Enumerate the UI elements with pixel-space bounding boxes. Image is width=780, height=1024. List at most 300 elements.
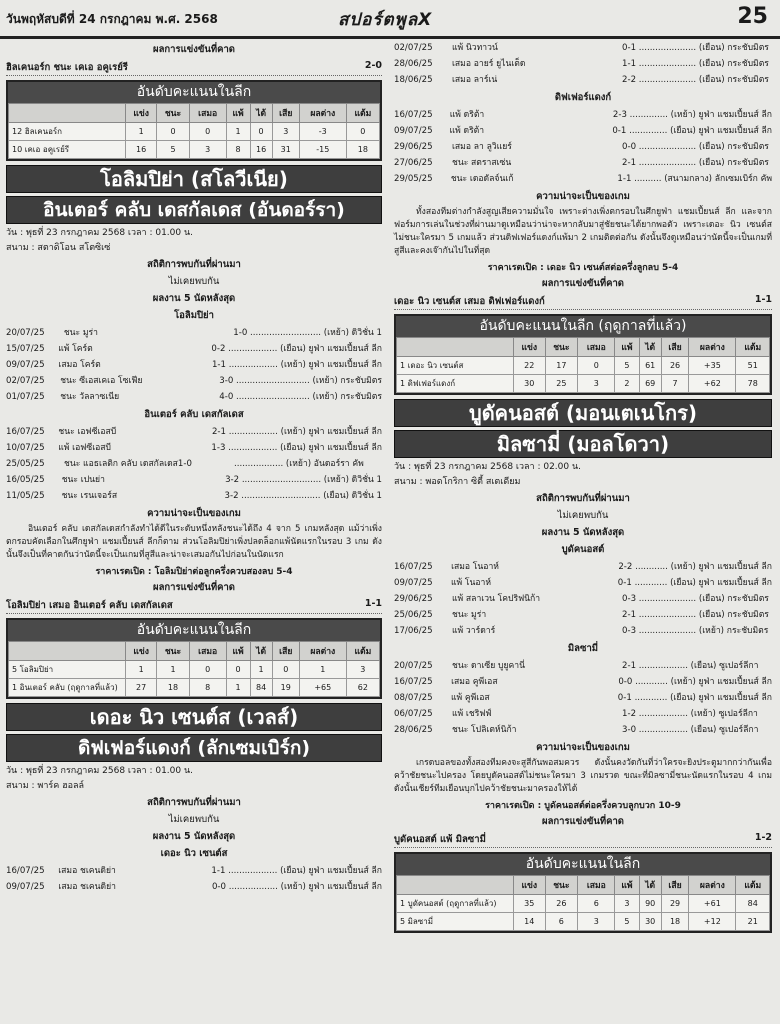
match-opponent: ชนะ แอธเลติก คลับ เดสกัลเดส1-0 bbox=[64, 459, 192, 469]
stat-cell: 22 bbox=[514, 357, 546, 375]
team-cell: 1 เดอะ นิว เซนต์ส bbox=[397, 357, 514, 375]
match-result-row bbox=[394, 139, 772, 155]
column-header: ชนะ bbox=[545, 876, 578, 895]
match-opponent: เสมอ โนอาห์ bbox=[451, 562, 499, 572]
table-row bbox=[397, 375, 770, 393]
stat-cell: 8 bbox=[226, 141, 250, 159]
team-b-name: ดิฟเฟอร์แดงก์ bbox=[554, 92, 612, 103]
stat-cell: 0 bbox=[272, 661, 299, 679]
page-number: 25 bbox=[737, 4, 768, 29]
match-date: 27/06/25 bbox=[394, 158, 433, 168]
column-header: เสีย bbox=[661, 876, 688, 895]
match-opponent: ชนะ โปลิเตห์นิก้า bbox=[452, 725, 517, 735]
match-result-row bbox=[394, 559, 772, 575]
stat-cell: 5 bbox=[615, 357, 639, 375]
stat-cell: 18 bbox=[157, 679, 189, 697]
match-opponent: ชนะ ซีเอสเคเอ โซเฟีย bbox=[60, 376, 143, 386]
match-result-row bbox=[394, 623, 772, 639]
match-date: 06/07/25 bbox=[394, 709, 433, 719]
match-venue: สนาม : สตาดิโอน สโตซิเซ่ bbox=[6, 243, 111, 253]
stat-cell: 6 bbox=[545, 913, 578, 931]
team-a-banner: บูดัคนอสต์ (มอนเตเนโกร) bbox=[394, 399, 772, 427]
match-opponent: ชนะ เดอดัลจ์นเก้ bbox=[450, 174, 514, 184]
table-row bbox=[9, 679, 380, 697]
match-venue: สนาม : พอดโกริกา ซิตี้ สเตเดียม bbox=[394, 477, 521, 487]
header-blank bbox=[9, 104, 126, 123]
stat-cell: 31 bbox=[272, 141, 299, 159]
match-date: 29/06/25 bbox=[394, 594, 433, 604]
match-score: 2-1 .................. (เยือน) ซูเปอร์ลีกา bbox=[622, 661, 759, 671]
column-header: แต้ม bbox=[736, 876, 770, 895]
standings-grid bbox=[396, 337, 770, 393]
match-date: 09/07/25 bbox=[6, 360, 45, 370]
match-score: 3-2 ............................. (เยือน) ดิวิชั่น 1 bbox=[224, 491, 382, 501]
standings-grid bbox=[8, 641, 380, 697]
team-cell: 5 มิลซามี่ bbox=[397, 913, 514, 931]
stat-cell: 26 bbox=[545, 895, 578, 913]
match-date: 17/06/25 bbox=[394, 626, 433, 636]
column-header: แต้ม bbox=[346, 642, 379, 661]
h2h-text: ไม่เคยพบกัน bbox=[168, 814, 220, 825]
stat-cell: 1 bbox=[226, 123, 250, 141]
column-header: แต้ม bbox=[736, 338, 770, 357]
match-date: 25/05/25 bbox=[6, 459, 45, 469]
table-row bbox=[397, 357, 770, 375]
chance-text: อินเตอร์ คลับ เดสกัลเดสกำลังทำได้ดีในระดับหนึ่งหลังชนะได้ถึง 4 จาก 5 เกมหลังสุด แม้ว่าเพิ่งตกรอบคัดเลือกในศึกยูฟ่า แชมเปี้ยนส์ ลีกก็ตาม ส่วนโอลิมปิย่าเพิ่งปลดล็อกแพ้นัดแรกในรอบ 3 เกม ดังนั้นจึงเป็นที่คาดกันว่านัดนี้จะเป็นเกมที่สูสีและน่าจะเสมอกันไปก่อนในนัดแรก bbox=[6, 524, 382, 560]
chance-title: ความน่าจะเป็นของเกม bbox=[536, 742, 630, 753]
match-score: 1-1 ..................... (เยือน) กระชับมิตร bbox=[622, 59, 769, 69]
match-score: 3-0 ........................... (เหย้า) กระชับมิตร bbox=[219, 376, 382, 386]
publication-logo: สปอร์ตพูลX bbox=[338, 10, 433, 30]
stat-cell: 16 bbox=[250, 141, 272, 159]
predict-title: ผลการแข่งขันที่คาด bbox=[542, 816, 624, 827]
match-result-row bbox=[394, 40, 772, 56]
match-score: .................. (เหย้า) อันดอร์รา คัพ bbox=[234, 459, 364, 469]
standings-title: อันดับคะแนนในลีก bbox=[8, 82, 380, 103]
chance-text: ทั้งสองทีมต่างกำลังสูญเสียความมั่นใจ เพราะต่างเพิ่งตกรอบในศึกยูฟ่า แชมเปี้ยนส์ ลีก และจากฟอร์มการเล่นในช่วงที่ผ่านมาดูเหมือนว่าน่าจะหากลับมาสู่ชัยชนะได้ยากพอตัว เพราะเดอะ นิว เซนต์สไม่ชนะใครมา 5 เกมแล้ว ส่วนดิฟเฟอร์แดงก์แพ้มา 2 เกมติดต่อกัน ดังนั้นจึงดูเหมือนว่านัดนี้จะเป็นเกมที่สูสีและคงเจ๊ากันไปในที่สุด bbox=[394, 207, 772, 256]
standings-grid bbox=[8, 103, 380, 159]
predict-line: โอลิมปิย่า เสมอ อินเตอร์ คลับ เดสกัลเดส 1-1 bbox=[6, 598, 382, 614]
match-date: 29/05/25 bbox=[394, 174, 433, 184]
predict-title: ผลการแข่งขันที่คาด bbox=[542, 278, 624, 289]
match-opponent: เสมอ ชเคนดิย่า bbox=[58, 882, 116, 892]
match-opponent: ชนะ สตราสเซ่น bbox=[452, 158, 512, 168]
match-score: 3-2 ............................. (เหย้า) ดิวิชั่น 1 bbox=[225, 475, 382, 485]
stat-cell: +12 bbox=[689, 913, 736, 931]
column-header: ได้ bbox=[639, 338, 661, 357]
stat-cell: 2 bbox=[615, 375, 639, 393]
column-header: เสมอ bbox=[578, 338, 615, 357]
stat-cell: 1 bbox=[157, 661, 189, 679]
table-row bbox=[9, 141, 380, 159]
match-result-row bbox=[394, 56, 772, 72]
match-score: 1-1 .......... (สนามกลาง) ลักเซมเบิร์ก คัพ bbox=[617, 174, 772, 184]
table-row bbox=[9, 123, 380, 141]
form-list bbox=[394, 40, 772, 88]
column-header: เสมอ bbox=[189, 104, 226, 123]
form-title: ผลงาน 5 นัดหลังสุด bbox=[541, 527, 625, 538]
table-row bbox=[9, 661, 380, 679]
team-a-banner: โอลิมปิย่า (สโลวีเนีย) bbox=[6, 165, 382, 193]
header-blank bbox=[397, 876, 514, 895]
stat-cell: 3 bbox=[578, 913, 615, 931]
stat-cell: 18 bbox=[661, 913, 688, 931]
team-a-name: เดอะ นิว เซนต์ส bbox=[160, 848, 228, 859]
stat-cell: 0 bbox=[578, 357, 615, 375]
stat-cell: 1 bbox=[226, 679, 250, 697]
match-date: 09/07/25 bbox=[394, 126, 433, 136]
column-header: แข่ง bbox=[126, 642, 157, 661]
stat-cell: 51 bbox=[736, 357, 770, 375]
form-list bbox=[6, 863, 382, 895]
stat-cell: 19 bbox=[272, 679, 299, 697]
match-result-row bbox=[394, 674, 772, 690]
stat-cell: 27 bbox=[126, 679, 157, 697]
match-result-row bbox=[6, 389, 382, 405]
match-result-row bbox=[394, 123, 772, 139]
match-opponent: แพ้ ดริต้า bbox=[449, 110, 485, 120]
stat-cell: -3 bbox=[299, 123, 346, 141]
match-score: 0-1 ............ (เยือน) ยูฟ่า แชมเปี้ยนส์ ลีก bbox=[617, 578, 772, 588]
match-date: 11/05/25 bbox=[6, 491, 45, 501]
column-header: ได้ bbox=[250, 104, 272, 123]
team-a-name: บูดัคนอสต์ bbox=[561, 544, 605, 555]
stat-cell: 8 bbox=[189, 679, 226, 697]
match-result-row bbox=[6, 357, 382, 373]
form-list bbox=[394, 658, 772, 738]
match-date: 15/07/25 bbox=[6, 344, 45, 354]
stat-cell: 26 bbox=[661, 357, 688, 375]
column-header: แข่ง bbox=[514, 338, 546, 357]
match-date: 16/07/25 bbox=[394, 677, 433, 687]
match-opponent: แพ้ สลาเวน โคปริฟนิก้า bbox=[452, 594, 541, 604]
standings-table bbox=[6, 80, 382, 161]
stat-cell: 3 bbox=[578, 375, 615, 393]
form-list bbox=[394, 107, 772, 187]
left-column bbox=[6, 40, 382, 895]
match-result-row bbox=[394, 690, 772, 706]
match-score: 1-1 .................. (เยือน) ยูฟ่า แชมเปี้ยนส์ ลีก bbox=[211, 866, 382, 876]
match-date: 16/07/25 bbox=[6, 427, 45, 437]
issue-date: วันพฤหัสบดีที่ 24 กรกฎาคม พ.ศ. 2568 bbox=[6, 12, 218, 26]
right-column bbox=[394, 40, 772, 937]
opening-price: ราคาเรตเปิด : โอลิมปิย่าต่อลูกครึ่งควบสองลบ 5-4 bbox=[95, 567, 293, 577]
stat-cell: 35 bbox=[514, 895, 546, 913]
standings-title: อันดับคะแนนในลีก (ฤดูกาลที่แล้ว) bbox=[396, 316, 770, 337]
stat-cell: +61 bbox=[689, 895, 736, 913]
stat-cell: 6 bbox=[578, 895, 615, 913]
stat-cell: 14 bbox=[514, 913, 546, 931]
match-date: 16/07/25 bbox=[394, 110, 433, 120]
predict-title: ผลการแข่งขันที่คาด bbox=[153, 582, 235, 593]
stat-cell: 18 bbox=[346, 141, 379, 159]
form-title: ผลงาน 5 นัดหลังสุด bbox=[152, 293, 236, 304]
standings-grid bbox=[396, 875, 770, 931]
stat-cell: 17 bbox=[545, 357, 578, 375]
match-result-row bbox=[6, 373, 382, 389]
team-cell: 1 อินเตอร์ คลับ (ฤดูกาลที่แล้ว) bbox=[9, 679, 126, 697]
column-header: ผลต่าง bbox=[299, 104, 346, 123]
match-score: 1-0 .......................... (เหย้า) ดิวิชั่น 1 bbox=[233, 328, 382, 338]
match-date: 28/06/25 bbox=[394, 59, 433, 69]
match-result-row bbox=[6, 863, 382, 879]
match-score: 0-1 ............ (เยือน) ยูฟ่า แชมเปี้ยนส์ ลีก bbox=[617, 693, 772, 703]
standings-title: อันดับคะแนนในลีก bbox=[8, 620, 380, 641]
stat-cell: 25 bbox=[545, 375, 578, 393]
match-result-row bbox=[394, 658, 772, 674]
chance-title: ความน่าจะเป็นของเกม bbox=[147, 508, 241, 519]
match-date: 09/07/25 bbox=[6, 882, 45, 892]
match-opponent: เสมอ ลาร์เน่ bbox=[452, 75, 498, 85]
match-opponent: ชนะ มูร่า bbox=[452, 610, 487, 620]
form-list bbox=[394, 559, 772, 639]
column-header: แพ้ bbox=[615, 338, 639, 357]
h2h-title: สถิติการพบกันที่ผ่านมา bbox=[147, 797, 241, 808]
match-score: 3-0 .................. (เยือน) ซูเปอร์ลีกา bbox=[622, 725, 759, 735]
column-header: ผลต่าง bbox=[689, 338, 736, 357]
standings-table bbox=[394, 314, 772, 395]
match-result-row bbox=[394, 591, 772, 607]
predict-title: ผลการแข่งขันที่คาด bbox=[153, 44, 235, 55]
match-opponent: ชนะ วัลลาซเนีย bbox=[60, 392, 120, 402]
match-date: 20/07/25 bbox=[394, 661, 433, 671]
match-score: 0-1 ..................... (เยือน) กระชับมิตร bbox=[622, 43, 769, 53]
match-date: 16/07/25 bbox=[6, 866, 45, 876]
form-list bbox=[6, 325, 382, 405]
stat-cell: 30 bbox=[639, 913, 661, 931]
team-cell: 1 ดิฟเฟอร์แดงก์ bbox=[397, 375, 514, 393]
column-header: เสมอ bbox=[189, 642, 226, 661]
page-header bbox=[0, 0, 780, 39]
match-result-row bbox=[6, 879, 382, 895]
column-header: แต้ม bbox=[346, 104, 379, 123]
stat-cell: 1 bbox=[299, 661, 346, 679]
h2h-title: สถิติการพบกันที่ผ่านมา bbox=[536, 493, 630, 504]
stat-cell: +62 bbox=[689, 375, 736, 393]
match-score: 2-1 ..................... (เยือน) กระชับมิตร bbox=[622, 610, 769, 620]
match-score: 2-1 ..................... (เยือน) กระชับมิตร bbox=[622, 158, 769, 168]
stat-cell: 1 bbox=[250, 661, 272, 679]
match-result-row bbox=[6, 440, 382, 456]
match-score: 0-2 .................. (เยือน) ยูฟ่า แชมเปี้ยนส์ ลีก bbox=[211, 344, 382, 354]
stat-cell: 3 bbox=[346, 661, 379, 679]
stat-cell: 0 bbox=[250, 123, 272, 141]
match-result-row bbox=[6, 456, 382, 472]
stat-cell: 7 bbox=[661, 375, 688, 393]
column-header: แพ้ bbox=[226, 104, 250, 123]
stat-cell: 78 bbox=[736, 375, 770, 393]
table-row bbox=[397, 895, 770, 913]
stat-cell: 5 bbox=[157, 141, 189, 159]
stat-cell: 0 bbox=[346, 123, 379, 141]
column-header: ได้ bbox=[250, 642, 272, 661]
stat-cell: 30 bbox=[514, 375, 546, 393]
match-score: 0-3 ..................... (เยือน) กระชับมิตร bbox=[622, 594, 769, 604]
stat-cell: 3 bbox=[189, 141, 226, 159]
team-cell: 1 บูดัคนอสต์ (ฤดูกาลที่แล้ว) bbox=[397, 895, 514, 913]
match-result-row bbox=[394, 706, 772, 722]
match-result-row bbox=[6, 488, 382, 504]
match-score: 0-0 .................. (เหย้า) ยูฟ่า แชมเปี้ยนส์ ลีก bbox=[211, 882, 382, 892]
stat-cell: 0 bbox=[189, 661, 226, 679]
standings-table bbox=[6, 618, 382, 699]
stat-cell: 84 bbox=[736, 895, 770, 913]
column-header: ชนะ bbox=[545, 338, 578, 357]
stat-cell: 3 bbox=[615, 895, 639, 913]
stat-cell: 90 bbox=[639, 895, 661, 913]
stat-cell: 69 bbox=[639, 375, 661, 393]
table-row bbox=[397, 913, 770, 931]
team-a-banner: เดอะ นิว เซนต์ส (เวลส์) bbox=[6, 703, 382, 731]
match-date: 20/07/25 bbox=[6, 328, 45, 338]
match-opponent: แพ้ ดริต้า bbox=[449, 126, 485, 136]
match-opponent: เสมอ โคร์ต bbox=[58, 360, 101, 370]
match-date: 01/07/25 bbox=[6, 392, 45, 402]
column-header: ได้ bbox=[639, 876, 661, 895]
form-title: ผลงาน 5 นัดหลังสุด bbox=[152, 831, 236, 842]
match-opponent: แพ้ นิวทาวน์ bbox=[452, 43, 498, 53]
match-date: 18/06/25 bbox=[394, 75, 433, 85]
match-result-row bbox=[394, 155, 772, 171]
stat-cell: 1 bbox=[126, 123, 157, 141]
match-result-row bbox=[6, 341, 382, 357]
stat-cell: 0 bbox=[189, 123, 226, 141]
predict-line: บูดัคนอสต์ แพ้ มิลซามี่ 1-2 bbox=[394, 832, 772, 848]
column-header: เสีย bbox=[272, 642, 299, 661]
match-opponent: ชนะ ดาเซีย บูยูคานี่ bbox=[452, 661, 525, 671]
match-score: 1-1 .................. (เหย้า) ยูฟ่า แชมเปี้ยนส์ ลีก bbox=[211, 360, 382, 370]
stat-cell: 0 bbox=[226, 661, 250, 679]
match-score: 1-3 .................. (เยือน) ยูฟ่า แชมเปี้ยนส์ ลีก bbox=[211, 443, 382, 453]
column-header: ชนะ bbox=[157, 642, 189, 661]
match-score: 4-0 ........................... (เหย้า) กระชับมิตร bbox=[219, 392, 382, 402]
chance-text: เกรดบอลของทั้งสองทีมคงจะสูสีกันพอสมควร ดังนั้นคงวัดกันที่ว่าใครจะยิงประตูมากกว่ากันเพื่อคว้าชัยชนะไปครอง โดยบูดัคนอสต์ไม่ชนะใครมา 3 เกมรวด ขณะที่มิลซามี่ชนะนัดแรกในรอบ 4 เกม ดังนั้นเชียร์ทีมเยือนบุกไปคว้าชัยชนะมาครองให้ได้ bbox=[394, 758, 772, 794]
match-date: 16/05/25 bbox=[6, 475, 45, 485]
predict-line: เดอะ นิว เซนต์ส เสมอ ดิฟเฟอร์แดงก์ 1-1 bbox=[394, 294, 772, 310]
match-result-row bbox=[394, 171, 772, 187]
stat-cell: +35 bbox=[689, 357, 736, 375]
stat-cell: 5 bbox=[615, 913, 639, 931]
match-opponent: แพ้ เอฟซีเอสบี bbox=[58, 443, 112, 453]
match-opponent: เสมอ อายร์ ยูไนเต็ด bbox=[452, 59, 526, 69]
match-date: 16/07/25 bbox=[394, 562, 433, 572]
column-header: แพ้ bbox=[615, 876, 639, 895]
match-opponent: เสมอ ชเคนดิย่า bbox=[58, 866, 116, 876]
match-opponent: ชนะ เอฟซีเอสบี bbox=[58, 427, 117, 437]
match-opponent: แพ้ วาร์ดาร์ bbox=[452, 626, 496, 636]
stat-cell: 29 bbox=[661, 895, 688, 913]
column-header: เสีย bbox=[661, 338, 688, 357]
stat-cell: 0 bbox=[157, 123, 189, 141]
match-result-row bbox=[394, 575, 772, 591]
match-time: วัน : พุธที่ 23 กรกฎาคม 2568 เวลา : 01.00 น. bbox=[6, 766, 193, 776]
team-b-banner: ดิฟเฟอร์แดงก์ (ลักเซมเบิร์ก) bbox=[6, 734, 382, 762]
match-result-row bbox=[394, 607, 772, 623]
stat-cell: 3 bbox=[272, 123, 299, 141]
column-header: ผลต่าง bbox=[689, 876, 736, 895]
match-score: 0-3 ..................... (เหย้า) กระชับมิตร bbox=[622, 626, 769, 636]
column-header: ผลต่าง bbox=[299, 642, 346, 661]
team-cell: 12 ฮิลเคนอร์ก bbox=[9, 123, 126, 141]
match-time: วัน : พุธที่ 23 กรกฎาคม 2568 เวลา : 01.00 น. bbox=[6, 228, 193, 238]
match-opponent: ชนะ เรนเจอร์ส bbox=[61, 491, 118, 501]
team-b-name: มิลซามี่ bbox=[567, 643, 599, 654]
match-score: 2-3 .............. (เหย้า) ยูฟ่า แชมเปี้ยนส์ ลีก bbox=[612, 110, 772, 120]
stat-cell: +65 bbox=[299, 679, 346, 697]
h2h-text: ไม่เคยพบกัน bbox=[168, 276, 220, 287]
team-cell: 5 โอลิมปิย่า bbox=[9, 661, 126, 679]
match-score: 2-2 ..................... (เยือน) กระชับมิตร bbox=[622, 75, 769, 85]
match-opponent: เสมอ คูพีเอส bbox=[451, 677, 498, 687]
stat-cell: 16 bbox=[126, 141, 157, 159]
match-date: 02/07/25 bbox=[394, 43, 433, 53]
match-result-row bbox=[394, 72, 772, 88]
team-b-name: อินเตอร์ คลับ เดสกัลเดส bbox=[144, 409, 244, 420]
column-header: แข่ง bbox=[514, 876, 546, 895]
column-header: แพ้ bbox=[226, 642, 250, 661]
match-opponent: แพ้ คูพีเอส bbox=[450, 693, 490, 703]
match-score: 0-0 ..................... (เยือน) กระชับมิตร bbox=[622, 142, 769, 152]
standings-table bbox=[394, 852, 772, 933]
team-cell: 10 เคเอ อคูเรย์รี bbox=[9, 141, 126, 159]
match-result-row bbox=[6, 325, 382, 341]
h2h-title: สถิติการพบกันที่ผ่านมา bbox=[147, 259, 241, 270]
stat-cell: 61 bbox=[639, 357, 661, 375]
match-score: 2-1 .................. (เหย้า) ยูฟ่า แชมเปี้ยนส์ ลีก bbox=[211, 427, 382, 437]
match-score: 2-2 ............ (เหย้า) ยูฟ่า แชมเปี้ยนส์ ลีก bbox=[618, 562, 772, 572]
stat-cell: 84 bbox=[250, 679, 272, 697]
stat-cell: 21 bbox=[736, 913, 770, 931]
column-header: เสีย bbox=[272, 104, 299, 123]
column-header: ชนะ bbox=[157, 104, 189, 123]
match-result-row bbox=[6, 472, 382, 488]
match-opponent: ชนะ เปนย่า bbox=[61, 475, 105, 485]
match-time: วัน : พุธที่ 23 กรกฎาคม 2568 เวลา : 02.00 น. bbox=[394, 462, 581, 472]
match-opponent: แพ้ โนอาห์ bbox=[450, 578, 492, 588]
chance-title: ความน่าจะเป็นของเกม bbox=[536, 191, 630, 202]
match-score: 1-2 .................. (เหย้า) ซูเปอร์ลีกา bbox=[622, 709, 758, 719]
match-opponent: เสมอ ลา ลูวิแยร์ bbox=[452, 142, 512, 152]
form-list bbox=[6, 424, 382, 504]
match-score: 0-0 ............ (เหย้า) ยูฟ่า แชมเปี้ยนส์ ลีก bbox=[618, 677, 772, 687]
match-venue: สนาม : พาร์ค ฮอลล์ bbox=[6, 781, 85, 791]
match-opponent: แพ้ โคร์ต bbox=[58, 344, 93, 354]
match-result-row bbox=[394, 722, 772, 738]
team-a-name: โอลิมปิย่า bbox=[174, 310, 214, 321]
match-result-row bbox=[6, 424, 382, 440]
column-header: แข่ง bbox=[126, 104, 157, 123]
match-date: 28/06/25 bbox=[394, 725, 433, 735]
standings-title: อันดับคะแนนในลีก bbox=[396, 854, 770, 875]
opening-price: ราคาเรตเปิด : บูดัคนอสต์ต่อครึ่งควบลูกบวก 10-9 bbox=[485, 801, 681, 811]
stat-cell: -15 bbox=[299, 141, 346, 159]
match-date: 02/07/25 bbox=[6, 376, 45, 386]
stat-cell: 1 bbox=[126, 661, 157, 679]
stat-cell: 62 bbox=[346, 679, 379, 697]
match-opponent: แพ้ เชริฟฟ์ bbox=[452, 709, 492, 719]
header-blank bbox=[9, 642, 126, 661]
match-date: 29/06/25 bbox=[394, 142, 433, 152]
match-date: 25/06/25 bbox=[394, 610, 433, 620]
match-result-row bbox=[394, 107, 772, 123]
opening-price: ราคาเรตเปิด : เดอะ นิว เซนต์สต่อครึ่งลูกลบ 5-4 bbox=[487, 263, 679, 273]
match-date: 10/07/25 bbox=[6, 443, 45, 453]
predict-line: ฮิลเคนอร์ก ชนะ เคเอ อคูเรย์รี 2-0 bbox=[6, 60, 382, 76]
h2h-text: ไม่เคยพบกัน bbox=[557, 510, 609, 521]
match-opponent: ชนะ มูร่า bbox=[63, 328, 98, 338]
team-b-banner: มิลซามี่ (มอลโดวา) bbox=[394, 430, 772, 458]
team-b-banner: อินเตอร์ คลับ เดสกัลเดส (อันดอร์รา) bbox=[6, 196, 382, 224]
